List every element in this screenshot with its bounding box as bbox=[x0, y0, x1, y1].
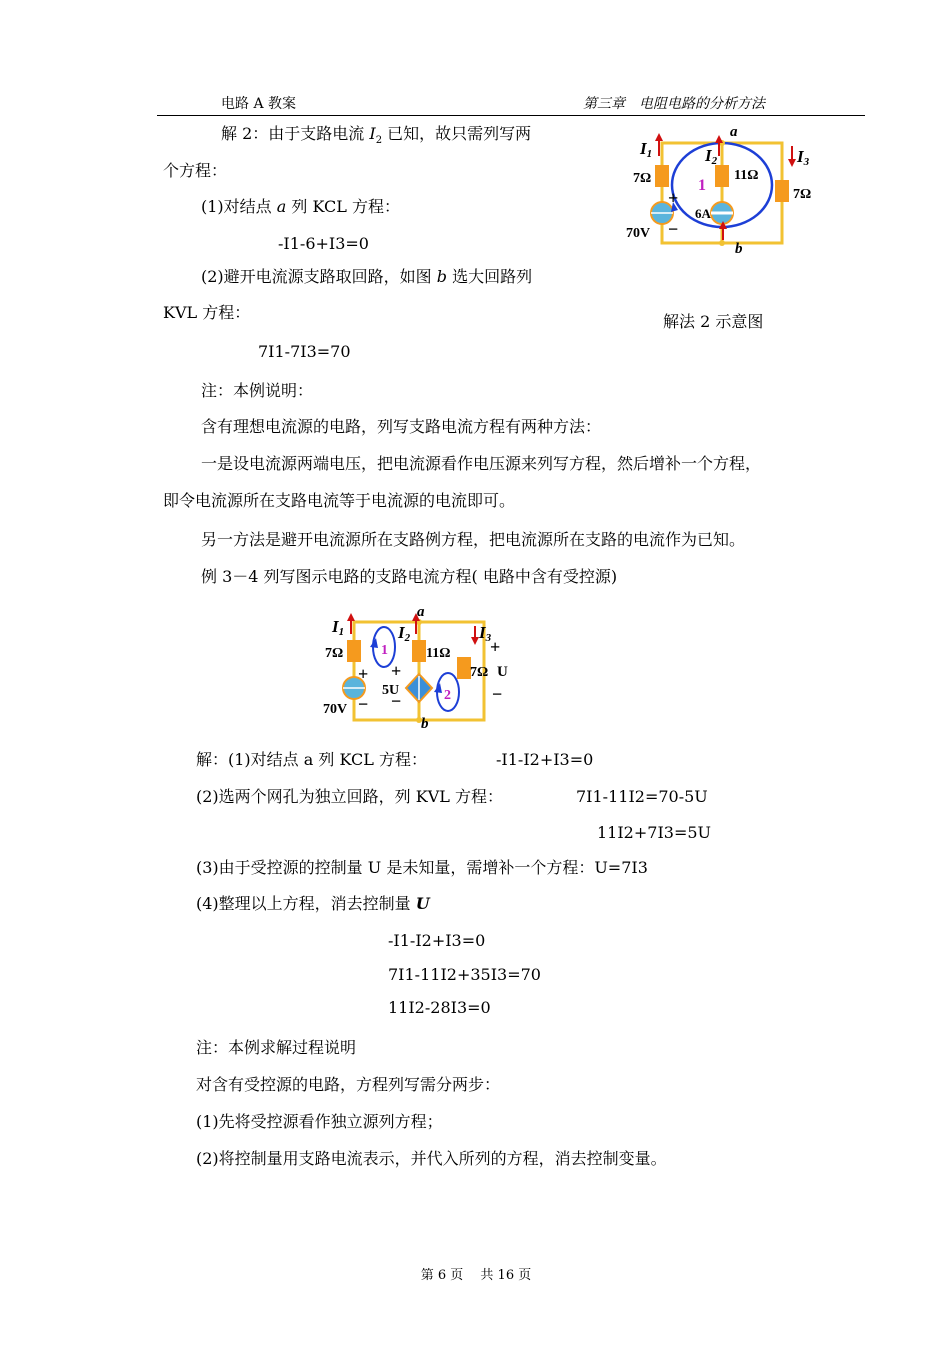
sol2-step1 bbox=[201, 197, 400, 217]
header-right: 第三章 电阻电路的分析方法 bbox=[583, 96, 765, 112]
note1-line2: 含有理想电流源的电路，列写支路电流方程有两种方法： bbox=[201, 417, 602, 436]
fig2-node-a: a bbox=[417, 604, 425, 620]
fig2-resistor-r2 bbox=[412, 640, 426, 662]
fig1-resistor-r3 bbox=[775, 180, 789, 202]
fig1-loop-number: 1 bbox=[698, 177, 706, 194]
page-footer: 第 6 页 共 16 页 bbox=[420, 1268, 532, 1283]
sol2-eq2: 7I1-7I3=70 bbox=[258, 342, 351, 361]
final-eq1: -I1-I2+I3=0 bbox=[388, 931, 486, 950]
fig2-vsrc-plus: + bbox=[358, 664, 369, 684]
fig1-label-I3: I3 bbox=[797, 147, 810, 168]
sol34-kvl-eq2: 11I2+7I3=5U bbox=[597, 823, 712, 842]
var-U: U bbox=[415, 894, 430, 913]
fig2-label-I3: I3 bbox=[479, 623, 492, 644]
fig2-arrow-i3-head bbox=[471, 637, 479, 645]
fig1-minus: − bbox=[668, 219, 679, 239]
fig2-U-label: U bbox=[497, 664, 508, 680]
fig2-U-plus: + bbox=[490, 637, 501, 657]
fig2-resistor-r1 bbox=[347, 640, 361, 662]
fig1-node-a: a bbox=[730, 124, 738, 140]
header-left: 电路 A 教案 bbox=[221, 96, 297, 112]
note2-line2: 对含有受控源的电路，方程列写需分两步： bbox=[196, 1075, 501, 1094]
fig2-node-b: b bbox=[421, 716, 429, 732]
note1-line3: 一是设电流源两端电压，把电流源看作电压源来列写方程，然后增补一个方程， bbox=[201, 454, 762, 473]
header-rule bbox=[157, 115, 865, 116]
fig1-r2-label: 11Ω bbox=[734, 168, 759, 183]
sol2-s2a: (2)避开电流源支路取回路，如图 bbox=[201, 267, 437, 286]
fig2-resistor-r3 bbox=[457, 657, 471, 679]
fig2-r1-label: 7Ω bbox=[325, 646, 344, 661]
fig2-dep-plus: + bbox=[391, 661, 402, 681]
note2-title: 注：本例求解过程说明 bbox=[196, 1038, 357, 1057]
sol2-s1b: 列 KCL 方程： bbox=[286, 197, 400, 216]
note2-line4: (2)将控制量用支路电流表示，并代入所列的方程，消去控制变量。 bbox=[196, 1149, 667, 1168]
fig1-arrow-i1-head bbox=[655, 133, 663, 141]
sol2-step2 bbox=[201, 267, 532, 287]
sol2-s2b: 选大回路列 bbox=[447, 267, 533, 286]
circuit-figure-2 bbox=[318, 602, 518, 732]
sol34-step3: (3)由于受控源的控制量 U 是未知量，需增补一个方程：U=7I3 bbox=[196, 858, 648, 877]
note2-line3: (1)先将受控源看作独立源列方程； bbox=[196, 1112, 443, 1131]
fig2-dep-minus: − bbox=[391, 691, 402, 711]
note1-line5: 另一方法是避开电流源所在支路例方程，把电流源所在支路的电流作为已知。 bbox=[201, 530, 746, 549]
fig1-label-I1: I1 bbox=[640, 139, 653, 160]
final-eq2: 7I1-11I2+35I3=70 bbox=[388, 965, 541, 984]
fig2-loop1-number: 1 bbox=[381, 643, 388, 658]
sol34-kcl-eq: -I1-I2+I3=0 bbox=[496, 750, 594, 769]
fig1-plus: + bbox=[668, 188, 679, 208]
fig2-vsrc-minus: − bbox=[358, 694, 369, 714]
sol2-line2: 个方程： bbox=[163, 161, 228, 180]
example-3-4-title: 例 3－4 列写图示电路的支路电流方程( 电路中含有受控源) bbox=[201, 567, 618, 586]
sol34-step4-text: (4)整理以上方程，消去控制量 bbox=[196, 894, 416, 913]
fig2-label-I2: I2 bbox=[398, 623, 411, 644]
fig2-loop2-number: 2 bbox=[444, 688, 451, 703]
sol2-p1b: 已知，故只需列写两 bbox=[382, 124, 532, 143]
note1-line4: 即令电流源所在支路电流等于电流源的电流即可。 bbox=[163, 491, 516, 510]
fig1-arrow-i3-head bbox=[788, 159, 796, 167]
fig1-resistor-r2 bbox=[715, 165, 729, 187]
circuit-figure-1 bbox=[622, 120, 822, 255]
fig2-r2-label: 11Ω bbox=[426, 646, 451, 661]
sol34-kvl-eq1: 7I1-11I2=70-5U bbox=[576, 787, 708, 806]
fig2-label-I1: I1 bbox=[332, 617, 345, 638]
fig1-node-b-dot bbox=[719, 240, 725, 246]
fig1-node-b: b bbox=[735, 241, 743, 255]
fig1-vsrc-label: 70V bbox=[626, 226, 651, 241]
fig1-label-I2: I2 bbox=[705, 146, 718, 167]
fig2-vsrc-label: 70V bbox=[323, 702, 348, 717]
fig1-r1-label: 7Ω bbox=[633, 171, 652, 186]
node-a: a bbox=[276, 197, 287, 216]
var-sub: 2 bbox=[375, 135, 383, 147]
fig1-resistor-r1 bbox=[655, 165, 669, 187]
fig2-U-minus: − bbox=[492, 684, 503, 704]
sol2-p1a: 解 2：由于支路电流 bbox=[221, 124, 370, 143]
fig2-r3-label: 7Ω bbox=[470, 665, 489, 680]
fig1-arrow-i2-head bbox=[715, 135, 723, 143]
fig2-arrow-i1-head bbox=[347, 613, 355, 621]
sol2-line1 bbox=[221, 124, 531, 151]
fig-b: b bbox=[436, 267, 448, 286]
fig2-dep-label: 5U bbox=[382, 683, 400, 698]
sol34-step2: (2)选两个网孔为独立回路，列 KVL 方程： bbox=[196, 787, 503, 806]
sol34-step1: 解：(1)对结点 a 列 KCL 方程： bbox=[196, 750, 427, 769]
sol34-step4 bbox=[196, 894, 430, 914]
note1-title: 注：本例说明： bbox=[201, 381, 314, 400]
fig1-caption: 解法 2 示意图 bbox=[663, 312, 764, 331]
fig1-r3-label: 7Ω bbox=[793, 187, 812, 202]
sol2-s1a: (1)对结点 bbox=[201, 197, 277, 216]
var-I: I bbox=[369, 124, 376, 143]
final-eq3: 11I2-28I3=0 bbox=[388, 998, 491, 1017]
sol2-step2-cont: KVL 方程： bbox=[163, 303, 251, 322]
sol2-eq1: -I1-6+I3=0 bbox=[278, 234, 369, 253]
fig1-csrc-label: 6A bbox=[695, 206, 711, 221]
